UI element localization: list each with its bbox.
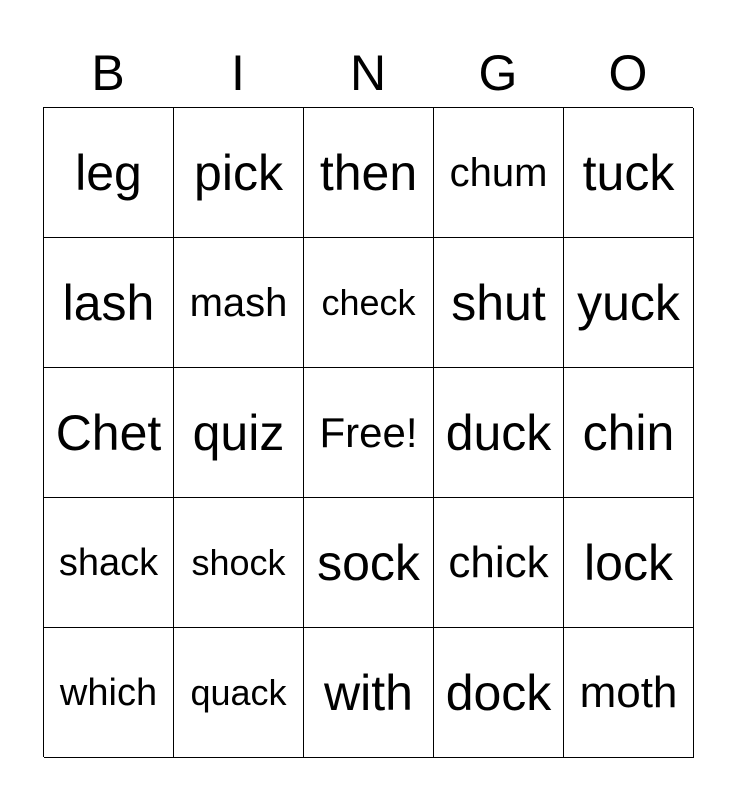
bingo-cell: shack [44,498,174,628]
bingo-cell: chin [564,368,694,498]
header-letter-o: O [608,45,648,101]
bingo-cell: quiz [174,368,304,498]
bingo-cell: shut [434,238,564,368]
bingo-cell: chick [434,498,564,628]
header-letter-n: N [349,45,387,101]
bingo-cell: shock [174,498,304,628]
bingo-cell: quack [174,628,304,758]
bingo-cell: pick [174,108,304,238]
header-letter-b: B [91,45,125,101]
bingo-cell: chum [434,108,564,238]
bingo-cell: leg [44,108,174,238]
header-letter-g: G [478,45,518,101]
bingo-cell: sock [304,498,434,628]
bingo-cell: lash [44,238,174,368]
bingo-cell: moth [564,628,694,758]
bingo-cell: Chet [44,368,174,498]
bingo-header [43,40,693,106]
header-letter-i: I [231,45,245,101]
bingo-cell: check [304,238,434,368]
free-space-cell: Free! [304,368,434,498]
bingo-cell: tuck [564,108,694,238]
bingo-board [43,107,693,757]
bingo-cell: with [304,628,434,758]
bingo-cell: mash [174,238,304,368]
bingo-cell: which [44,628,174,758]
bingo-cell: lock [564,498,694,628]
bingo-cell: then [304,108,434,238]
bingo-cell: dock [434,628,564,758]
bingo-cell: yuck [564,238,694,368]
bingo-cell: duck [434,368,564,498]
